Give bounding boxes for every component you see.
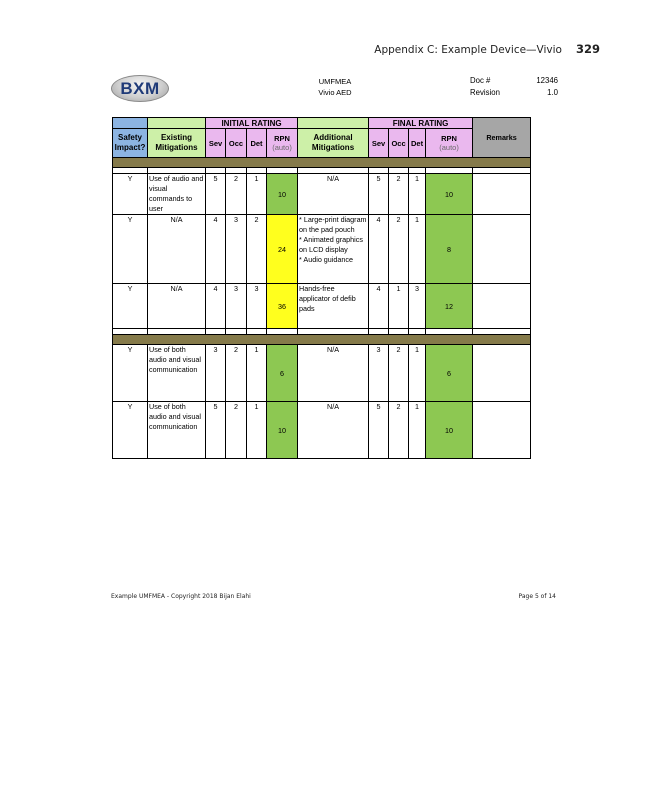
existing-mitigations-header: Existing Mitigations [148,129,206,158]
additional-mitigation-cell: N/A [298,402,369,459]
final-rpn-cell: 6 [426,345,473,402]
remarks-cell [473,345,531,402]
rpn-cell: 10 [267,402,298,459]
final-rpn-cell: 8 [426,215,473,284]
existing-mitigation-cell: N/A [148,215,206,284]
running-head [0,42,600,56]
existing-mitigation-cell: Use of both audio and visual communication [148,402,206,459]
title-line-2: Vivio AED [318,88,352,97]
table-row [113,215,531,284]
sev-cell: 3 [206,345,226,402]
document-title [280,76,390,98]
final-occ-cell: 1 [389,284,409,329]
table-row [113,345,531,402]
rpn-auto-label: (auto) [272,143,292,152]
det-header: Det [247,129,267,158]
final-occ-cell: 2 [389,174,409,215]
sev-cell: 5 [206,402,226,459]
safety-cell: Y [113,402,148,459]
additional-mitigation-cell: * Large-print diagram on the pad pouch * Animated graphics on LCD display * Audio guidance [298,215,369,284]
rpn-cell: 24 [267,215,298,284]
occ-cell: 2 [226,174,247,215]
final-occ-cell: 2 [389,215,409,284]
final-det-cell: 1 [409,215,426,284]
section-separator [113,335,531,345]
final-det-cell: 1 [409,402,426,459]
sev-cell: 4 [206,284,226,329]
remarks-cell [473,284,531,329]
occ-header: Occ [226,129,247,158]
rpn-cell: 36 [267,284,298,329]
rpn-label: RPN [274,134,290,143]
rpn-header [267,129,298,158]
page-number: 329 [575,42,600,56]
existing-mitigation-cell: N/A [148,284,206,329]
rpn-cell: 6 [267,345,298,402]
sev-header: Sev [206,129,226,158]
det-cell: 1 [247,174,267,215]
table-row [113,402,531,459]
remarks-header [473,118,531,158]
final-sev-header: Sev [369,129,389,158]
remarks-cell [473,174,531,215]
final-occ-header: Occ [389,129,409,158]
final-rpn-cell: 10 [426,174,473,215]
occ-cell: 3 [226,284,247,329]
det-cell: 1 [247,402,267,459]
final-rpn-header [426,129,473,158]
final-det-header: Det [409,129,426,158]
footer-page: Page 5 of 14 [518,593,556,600]
remarks-cell [473,402,531,459]
final-sev-cell: 4 [369,215,389,284]
final-sev-cell: 5 [369,402,389,459]
doc-number-value: 12346 [536,76,558,85]
occ-cell: 2 [226,345,247,402]
running-head-text: Appendix C: Example Device—Vivio [374,44,562,56]
revision-value: 1.0 [547,88,558,97]
rpn-cell: 10 [267,174,298,215]
final-det-cell: 1 [409,345,426,402]
safety-cell: Y [113,345,148,402]
existing-mitigation-cell: Use of both audio and visual communication [148,345,206,402]
initial-rating-header: INITIAL RATING [206,118,298,129]
table-row [113,284,531,329]
blank-header [298,118,369,129]
safety-cell: Y [113,215,148,284]
section-separator [113,158,531,168]
remarks-header-label: Remarks [486,133,517,142]
final-sev-cell: 4 [369,284,389,329]
final-occ-cell: 2 [389,345,409,402]
logo-text: BXM [120,78,160,98]
bxm-logo [111,75,169,102]
occ-cell: 2 [226,402,247,459]
safety-cell: Y [113,174,148,215]
final-rating-header: FINAL RATING [369,118,473,129]
final-det-cell: 1 [409,174,426,215]
final-sev-cell: 5 [369,174,389,215]
document-info [470,75,558,99]
safety-impact-header: Safety Impact? [113,129,148,158]
table-row [113,174,531,215]
additional-mitigations-header: Additional Mitigations [298,129,369,158]
additional-mitigation-cell: N/A [298,345,369,402]
det-cell: 1 [247,345,267,402]
final-rpn-label: RPN [441,134,457,143]
footer-copyright: Example UMFMEA - Copyright 2018 Bijan Elahi [111,593,251,600]
existing-mitigation-cell: Use of audio and visual commands to user [148,174,206,215]
revision-label: Revision [470,88,500,97]
sev-cell: 5 [206,174,226,215]
occ-cell: 3 [226,215,247,284]
title-line-1: UMFMEA [318,77,352,86]
additional-mitigation-cell: N/A [298,174,369,215]
final-sev-cell: 3 [369,345,389,402]
det-cell: 3 [247,284,267,329]
blank-header [148,118,206,129]
doc-number-label: Doc # [470,76,491,85]
sev-cell: 4 [206,215,226,284]
blank-header [113,118,148,129]
final-rpn-cell: 10 [426,402,473,459]
safety-cell: Y [113,284,148,329]
final-rpn-auto-label: (auto) [439,143,459,152]
fmea-table [112,117,531,459]
remarks-cell [473,215,531,284]
final-rpn-cell: 12 [426,284,473,329]
additional-mitigation-cell: Hands-free applicator of defib pads [298,284,369,329]
final-det-cell: 3 [409,284,426,329]
det-cell: 2 [247,215,267,284]
final-occ-cell: 2 [389,402,409,459]
